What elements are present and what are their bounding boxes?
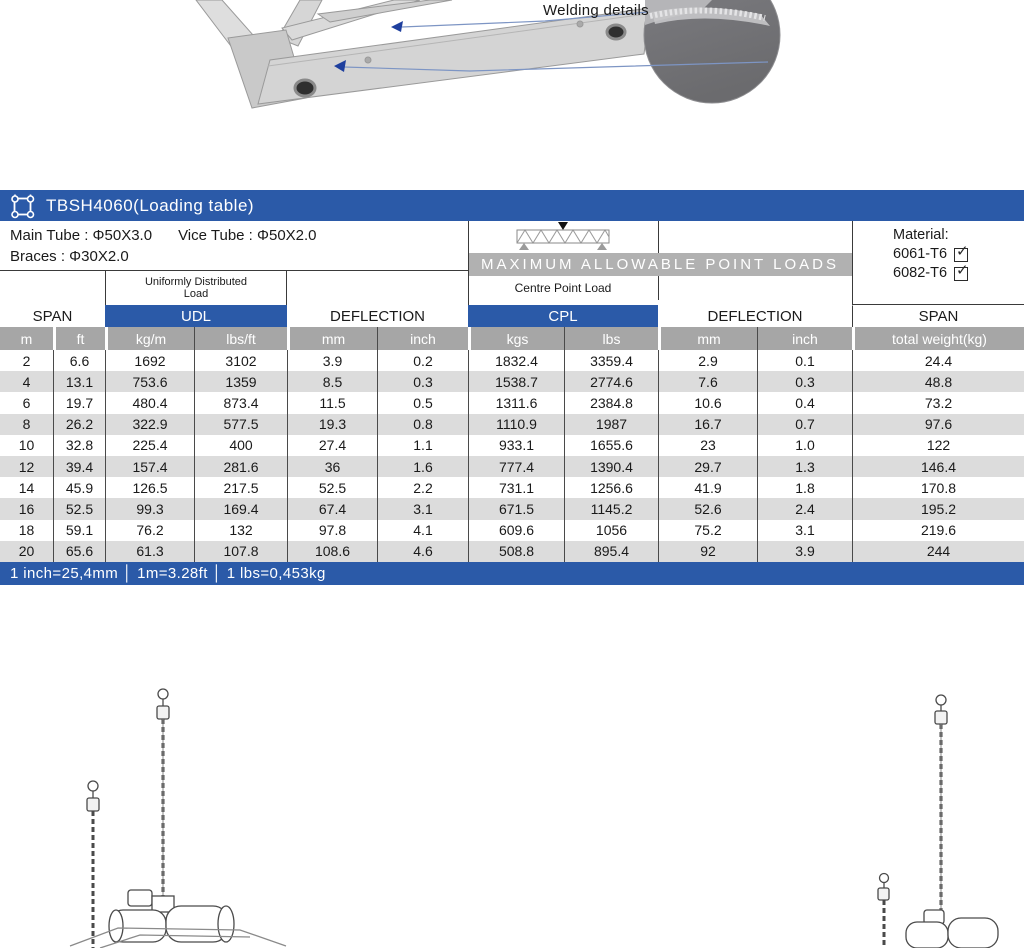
table-cell: 23 [658,435,757,456]
table-cell: 1987 [564,414,658,435]
hook-icon [880,874,889,883]
table-cell: 1832.4 [468,350,564,371]
table-cell: 1.3 [757,456,852,477]
table-row [0,350,1024,371]
table-cell: 4.1 [377,520,468,541]
table-cell: 97.6 [852,414,1024,435]
divider [658,221,659,253]
table-cell: 1359 [194,371,287,392]
centre-point-load-diagram [468,221,658,253]
table-cell: 18 [18,522,35,539]
column-header: m [20,330,33,347]
square-truss-section-icon [10,193,36,219]
table-cell: 0.3 [377,371,468,392]
table-cell: 609.6 [468,520,564,541]
table-cell: 1110.9 [468,414,564,435]
material-list [893,242,1024,283]
table-cell: 16.7 [658,414,757,435]
table-cell: 45.9 [53,477,105,498]
table-cell: 1538.7 [468,371,564,392]
table-cell: 99.3 [105,498,194,519]
tube-specs [0,221,468,270]
hoist-body [948,918,998,948]
divider [658,276,659,300]
table-row [0,456,1024,477]
table-row [0,371,1024,392]
column-header: mm [658,327,757,350]
table-cell: 1655.6 [564,435,658,456]
table-cell: 895.4 [564,541,658,562]
table-cell: 753.6 [105,371,194,392]
table-cell: 24.4 [852,350,1024,371]
table-cell: 10 [18,437,35,454]
table-cell: 36 [287,456,377,477]
truss-corner-photo [0,0,1024,190]
table-cell: 3.1 [757,520,852,541]
table-cell: 126.5 [105,477,194,498]
column-header: kg/m [105,327,194,350]
table-cell: 65.6 [53,541,105,562]
table-row [0,392,1024,413]
table-cell: 97.8 [287,520,377,541]
table-cell: 508.8 [468,541,564,562]
table-cell: 0.8 [377,414,468,435]
column-header: mm [287,327,377,350]
hook-icon [936,695,946,705]
table-cell: 26.2 [53,414,105,435]
section-title-bar [0,190,1024,221]
group-deflection: DEFLECTION [707,307,803,325]
table-cell: 132 [194,520,287,541]
table-cell: 52.6 [658,498,757,519]
table-cell: 19.3 [287,414,377,435]
table-cell: 122 [852,435,1024,456]
table-cell: 0.7 [757,414,852,435]
table-row [0,520,1024,541]
column-header: ft [53,327,105,350]
table-cell: 4.6 [377,541,468,562]
table-cell: 157.4 [105,456,194,477]
braces-spec: Braces : Φ30X2.0 [10,248,129,265]
table-cell: 0.2 [377,350,468,371]
weld-arrow-icon [391,21,403,32]
table-row [0,541,1024,562]
material-option-label: 6082-T6 [893,265,948,281]
table-cell: 1390.4 [564,456,658,477]
unit-conversion-footer: 1 inch=25,4mm │ 1m=3.28ft │ 1 lbs=0,453kg [0,562,1024,585]
cpl-note: Centre Point Load [514,281,612,295]
table-cell: 7.6 [658,371,757,392]
table-cell: 4 [22,373,31,390]
group-span: SPAN [32,307,73,325]
table-cell: 2384.8 [564,392,658,413]
table-cell: 2.2 [377,477,468,498]
table-cell: 3102 [194,350,287,371]
welding-details-label: Welding details [543,2,649,19]
column-header: inch [377,327,468,350]
table-cell: 12 [18,458,35,475]
table-cell: 3359.4 [564,350,658,371]
hoist-body [906,922,948,948]
table-cell: 1.8 [757,477,852,498]
chain-hoist-illustration-left [40,680,340,948]
table-cell: 76.2 [105,520,194,541]
page-title: TBSH4060(Loading table) [46,195,255,215]
table-cell: 195.2 [852,498,1024,519]
table-cell: 2.9 [658,350,757,371]
checkbox-checked-icon: ✓ [956,242,969,260]
column-header: lbs [564,327,658,350]
table-cell: 10.6 [658,392,757,413]
table-cell: 170.8 [852,477,1024,498]
table-cell: 108.6 [287,541,377,562]
group-span-weight: SPAN [852,305,1024,327]
group-cpl: CPL [468,305,658,327]
main-tube-spec: Main Tube : Φ50X3.0 [10,227,153,244]
udl-note-text: Uniformly Distributed Load [144,276,248,300]
table-cell: 1256.6 [564,477,658,498]
vice-tube-spec: Vice Tube : Φ50X2.0 [178,227,317,244]
table-cell: 52.5 [287,477,377,498]
table-cell: 3.1 [377,498,468,519]
table-cell: 16 [18,500,35,517]
table-cell: 41.9 [658,477,757,498]
table-cell: 731.1 [468,477,564,498]
column-header: inch [757,327,852,350]
group-udl: UDL [105,305,287,327]
table-cell: 244 [852,541,1024,562]
table-cell: 671.5 [468,498,564,519]
table-cell: 169.4 [194,498,287,519]
column-header: lbs/ft [194,327,287,350]
table-cell: 480.4 [105,392,194,413]
table-cell: 1056 [564,520,658,541]
table-cell: 0.3 [757,371,852,392]
beam-load-diagram-icon [513,221,613,251]
table-cell: 67.4 [287,498,377,519]
divider [468,221,469,305]
table-cell: 8.5 [287,371,377,392]
table-cell: 225.4 [105,435,194,456]
table-cell: 217.5 [194,477,287,498]
table-cell: 2.4 [757,498,852,519]
material-option-label: 6061-T6 [893,246,948,262]
table-cell: 6 [22,394,31,411]
table-cell: 0.4 [757,392,852,413]
spec-zone [0,221,1024,305]
table-cell: 61.3 [105,541,194,562]
table-cell: 1311.6 [468,392,564,413]
table-cell: 281.6 [194,456,287,477]
table-row [0,498,1024,519]
table-cell: 2774.6 [564,371,658,392]
column-header: total weight(kg) [852,327,1024,350]
table-row [0,477,1024,498]
table-cell: 75.2 [658,520,757,541]
table-cell: 13.1 [53,371,105,392]
table-cell: 59.1 [53,520,105,541]
table-cell: 219.6 [852,520,1024,541]
table-cell: 20 [18,543,35,560]
table-cell: 39.4 [53,456,105,477]
table-cell: 8 [22,416,31,433]
table-cell: 0.5 [377,392,468,413]
material-cell [853,221,1024,305]
material-option [893,261,1024,283]
table-cell: 400 [194,435,287,456]
table-cell: 73.2 [852,392,1024,413]
table-cell: 14 [18,479,35,496]
table-cell: 19.7 [53,392,105,413]
table-cell: 1692 [105,350,194,371]
group-deflection: DEFLECTION [329,307,425,325]
table-cell: 3.9 [287,350,377,371]
weld-detail-photo [644,0,780,103]
table-cell: 577.5 [194,414,287,435]
table-cell: 48.8 [852,371,1024,392]
column-header: kgs [468,327,564,350]
hook-icon [88,781,98,791]
table-cell: 146.4 [852,456,1024,477]
table-row [0,414,1024,435]
hook-icon [158,689,168,699]
table-cell: 2 [22,352,31,369]
material-label: Material: [893,227,949,243]
table-cell: 107.8 [194,541,287,562]
table-cell: 92 [658,541,757,562]
max-point-loads-banner: MAXIMUM ALLOWABLE POINT LOADS [468,253,852,276]
table-row [0,435,1024,456]
chain-hoist-illustration-right [850,688,1024,948]
table-cell: 777.4 [468,456,564,477]
table-cell: 52.5 [53,498,105,519]
table-cell: 1145.2 [564,498,658,519]
table-cell: 1.1 [377,435,468,456]
table-cell: 32.8 [53,435,105,456]
table-cell: 11.5 [287,392,377,413]
table-cell: 0.1 [757,350,852,371]
table-cell: 6.6 [53,350,105,371]
table-cell: 29.7 [658,456,757,477]
table-unit-header [0,327,1024,350]
loading-table-body [0,350,1024,562]
table-cell: 27.4 [287,435,377,456]
table-cell: 3.9 [757,541,852,562]
table-cell: 933.1 [468,435,564,456]
checkbox-checked-icon: ✓ [956,261,969,279]
table-cell: 873.4 [194,392,287,413]
udl-note-cell [105,271,287,305]
table-cell: 1.6 [377,456,468,477]
table-cell: 1.0 [757,435,852,456]
table-cell: 322.9 [105,414,194,435]
table-group-header [0,305,1024,327]
